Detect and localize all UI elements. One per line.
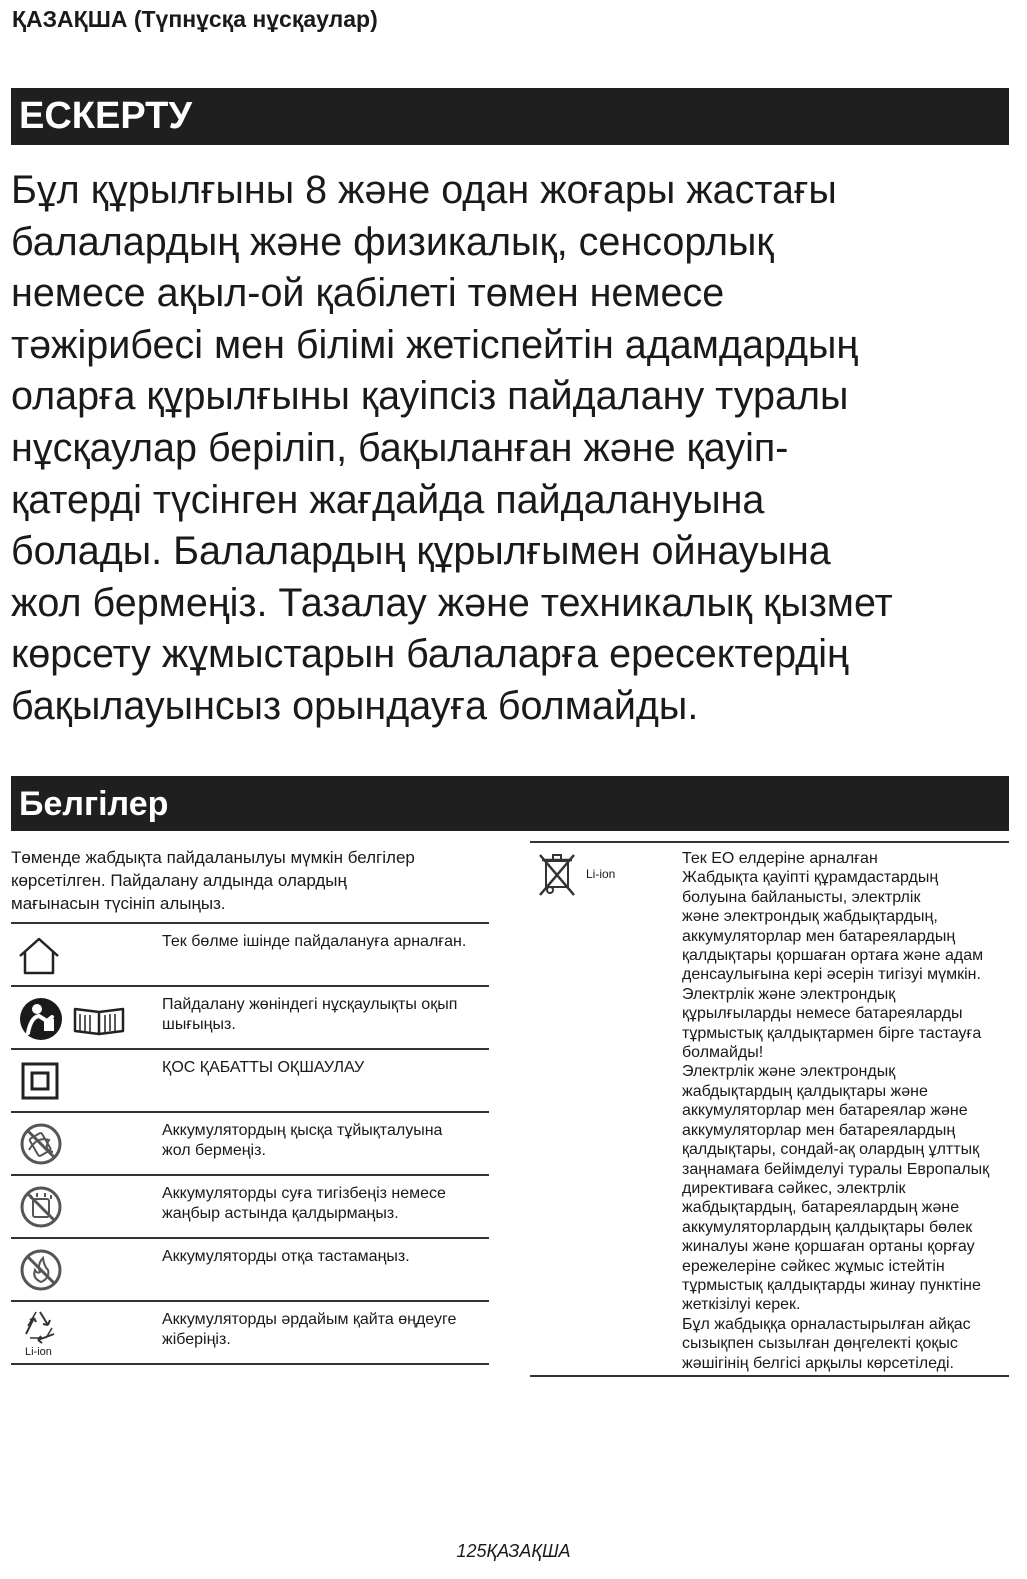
symbol-row-no-fire — [11, 1239, 489, 1302]
symbols-heading: Белгілер — [11, 776, 1009, 831]
page-footer: 125ҚАЗАҚША — [456, 1541, 571, 1561]
warning-line: Бұл құрылғыны 8 және одан жоғары жастағы — [11, 168, 837, 212]
language-title: ҚАЗАҚША (Түпнұсқа нұсқаулар) — [12, 6, 378, 32]
weee-line: Электрлік және электрондық — [682, 1063, 896, 1081]
weee-line: заңнамаға бейімделуі туралы Европалық — [682, 1160, 990, 1178]
warning-line: немесе ақыл-ой қабілеті төмен немесе — [11, 271, 725, 316]
house-icon — [17, 936, 61, 976]
intro-line: көрсетілген. Пайдалану алдында олардың — [11, 871, 347, 890]
symbol-row-no-water — [11, 1176, 489, 1239]
symbol-row-short-circuit — [11, 1113, 489, 1176]
weee-line: қалдықтары қоршаған ортаға және адам — [682, 947, 984, 965]
no-short-circuit-icon — [19, 1122, 63, 1166]
warning-line: бақылауынсыз орындауға болмайды. — [11, 683, 699, 728]
warning-line: балалардың және физикалық, сенсорлық — [11, 219, 774, 264]
symbol-text: ҚОС ҚАБАТТЫ ОҚШАУЛАУ — [162, 1059, 365, 1076]
weee-line: жабдықтардың қалдықтары және — [682, 1082, 928, 1100]
weee-line: жәшігінің белгісі арқылы көрсетіледі. — [682, 1354, 954, 1372]
symbol-icon-cell — [11, 1176, 151, 1237]
weee-line: жабдықтардың, батареялардың және — [682, 1199, 960, 1217]
warning-heading: ЕСКЕРТУ — [11, 88, 1009, 145]
warning-line: нұсқаулар беріліп, бақыланған және қауіп- — [11, 425, 789, 470]
warning-line: оларға құрылғыны қауіпсіз пайдалану туралы — [11, 374, 849, 419]
symbols-intro — [11, 846, 491, 915]
weee-line: денсаулығына кері әсерін тигізуі мүмкін. — [682, 966, 981, 984]
symbol-text: Аккумуляторды суға тигізбеңіз немесе — [162, 1185, 446, 1202]
weee-line: Тек ЕО елдеріне арналған — [682, 850, 878, 867]
symbol-text: Аккумулятордың қысқа тұйықталуына — [162, 1122, 443, 1139]
symbol-icon-cell — [11, 1050, 151, 1111]
symbol-description — [162, 1184, 492, 1223]
weee-line: Бұл жабдыққа орналастырылған айқас — [682, 1315, 971, 1333]
warning-line: көрсету жұмыстарын балаларға ересектердің — [11, 632, 849, 677]
weee-line: директиваға сәйкес, электрлік — [682, 1179, 906, 1197]
symbol-row-double-insulation — [11, 1050, 489, 1113]
weee-text — [682, 849, 1012, 1373]
symbol-description — [162, 995, 492, 1034]
weee-line: жеткізілуі керек. — [682, 1296, 801, 1314]
warning-text — [11, 165, 1021, 733]
read-manual-icon — [17, 997, 127, 1041]
recycle-liion-label: Li-ion — [25, 1346, 52, 1358]
weee-line: тұрмыстық қалдықтармен бірге тастауға — [682, 1024, 982, 1042]
symbol-text: жаңбыр астында қалдырмаңыз. — [162, 1204, 399, 1222]
weee-line: аккумуляторлардың қалдықтары бөлек — [682, 1218, 973, 1236]
weee-line: құрылғыларды немесе батареяларды — [682, 1005, 963, 1023]
symbol-text: Тек бөлме ішінде пайдалануға арналған. — [162, 933, 467, 950]
recycle-liion-icon — [20, 1308, 60, 1344]
weee-line: сызықпен сызылған дөңгелекті қоқыс — [682, 1335, 958, 1353]
weee-line: жиналуы және қоршаған ортаны қорғау — [682, 1238, 975, 1256]
symbol-icon-cell — [11, 987, 151, 1048]
weee-line: ережелеріне сәйкес жұмыс істейтін — [682, 1257, 945, 1275]
intro-line: мағынасын түсініп алыңыз. — [11, 894, 226, 913]
no-fire-icon — [19, 1248, 63, 1292]
intro-line: Төменде жабдықта пайдаланылуы мүмкін белгілер — [11, 848, 415, 867]
weee-line: аккумуляторлар мен батареялардың — [682, 927, 956, 945]
no-water-icon — [19, 1185, 63, 1229]
symbol-icon-cell — [11, 924, 151, 985]
symbol-text: шығыңыз. — [162, 1015, 236, 1033]
weee-line: болмайды! — [682, 1044, 764, 1062]
symbol-description — [162, 1121, 492, 1160]
warning-line: қатерді түсінген жағдайда пайдалануына — [11, 477, 765, 522]
symbol-text: Аккумуляторды отқа тастамаңыз. — [162, 1248, 410, 1265]
weee-line: аккумуляторлар мен батареялар және — [682, 1102, 968, 1120]
weee-line: Жабдықта қауіпті құрамдастардың — [682, 869, 939, 887]
weee-line: қалдықтары, сондай-ақ олардың ұлттық — [682, 1141, 980, 1159]
warning-line: жол бермеңіз. Тазалау және техникалық қызмет — [11, 580, 893, 625]
symbol-row-recycle — [11, 1302, 489, 1365]
symbol-description — [162, 1058, 492, 1078]
symbol-row-read-manual — [11, 987, 489, 1050]
symbol-text: жол бермеңіз. — [162, 1141, 266, 1159]
symbol-icon-cell — [11, 1239, 151, 1300]
warning-line: болады. Балалардың құрылғымен ойнауына — [11, 529, 831, 574]
symbol-icon-cell — [11, 1113, 151, 1174]
weee-line: аккумуляторлар мен батареялардың — [682, 1121, 956, 1139]
weee-line: және электрондық жабдықтардың, — [682, 908, 938, 926]
symbol-row-indoor — [11, 924, 489, 987]
weee-line: тұрмыстық қалдықтарды жинау пунктіне — [682, 1276, 981, 1294]
symbol-description — [162, 1310, 492, 1349]
weee-line: Электрлік және электрондық — [682, 985, 896, 1003]
weee-notice — [530, 841, 1009, 1377]
symbol-text: Пайдалану жөніндегі нұсқаулықты оқып — [162, 996, 458, 1013]
warning-line: тәжірибесі мен білімі жетіспейтін адамдардың — [11, 322, 859, 367]
symbol-description — [162, 1247, 492, 1267]
symbol-description — [162, 932, 492, 952]
double-insulation-icon — [21, 1062, 59, 1100]
symbol-text: Аккумуляторды әрдайым қайта өңдеуге — [162, 1311, 457, 1328]
weee-line: болуына байланысты, электрлік — [682, 888, 921, 906]
weee-liion-label: Li-ion — [586, 867, 616, 881]
crossed-bin-icon — [536, 851, 578, 897]
symbols-table — [11, 922, 489, 1365]
symbol-icon-cell — [11, 1302, 151, 1363]
symbol-text: жіберіңіз. — [162, 1330, 231, 1348]
